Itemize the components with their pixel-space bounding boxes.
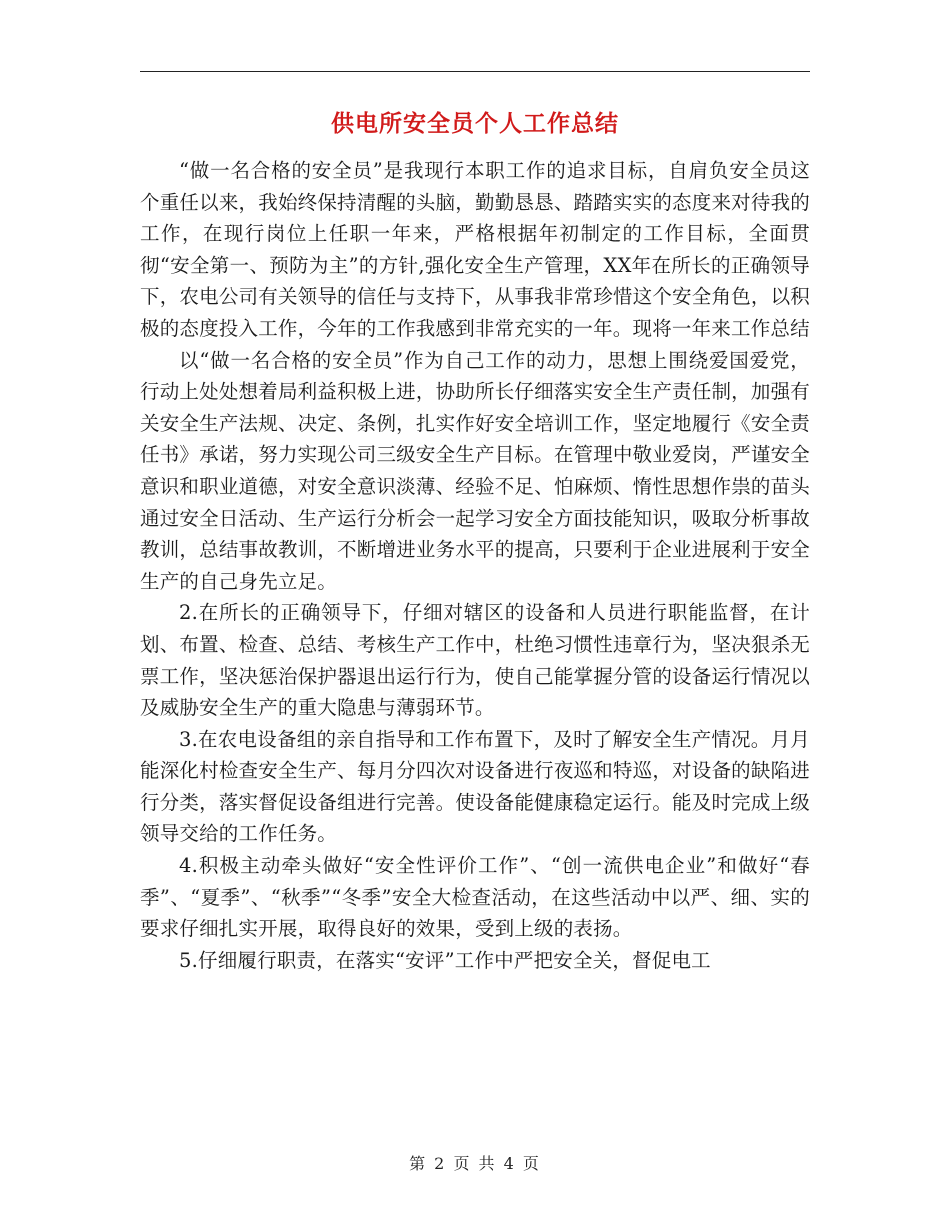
paragraph-5: 5.仔细履行职责，在落实“安评”工作中严把安全关，督促电工 [179,948,711,972]
paragraph-4: 4.积极主动牵头做好“安全性评价工作”、“创一流供电企业”和做好“春季”、“夏季”、“秋季”“冬季”安全大检查活动，在这些活动中以严、细、实的要求仔细扎实开展，取得良好的效果，受到上级的表扬。 [140,854,810,941]
paragraph-2: 2.在所长的正确领导下，仔细对辖区的设备和人员进行职能监督，在计划、布置、检查、总结、考核生产工作中，杜绝习惯性违章行为，坚决狠杀无票工作，坚决惩治保护器退出运行行为，使自己能掌握分管的设备运行情况以及威胁安全生产的重大隐患与薄弱环节。 [140,601,810,720]
document-body [140,155,810,976]
document-title: 供电所安全员个人工作总结 [331,110,619,137]
page-number: 第 2 页 共 4 页 [409,1154,541,1173]
paragraph-1: 以“做一名合格的安全员”作为自己工作的动力，思想上围绕爱国爱党，行动上处处想着局利益积极上进，协助所长仔细落实安全生产责任制，加强有关安全生产法规、决定、条例，扎实作好安全培训工作，坚定地履行《安全责任书》承诺，努力实现公司三级安全生产目标。在管理中敬业爱岗，严谨安全意识和职业道德，对安全意识淡薄、经验不足、怕麻烦、惰性思想作祟的苗头通过安全日活动、生产运行分析会一起学习安全方面技能知识，吸取分析事故教训，总结事故教训，不断增进业务水平的提高，只要利于企业进展利于安全生产的自己身先立足。 [140,348,810,593]
header-rule [140,71,810,72]
paragraph-3: 3.在农电设备组的亲自指导和工作布置下，及时了解安全生产情况。月月能深化村检查安全生产、每月分四次对设备进行夜巡和特巡，对设备的缺陷进行分类，落实督促设备组进行完善。使设备能健康稳定运行。能及时完成上级领导交给的工作任务。 [140,727,810,846]
paragraph-intro: “做一名合格的安全员”是我现行本职工作的追求目标，自肩负安全员这个重任以来，我始终保持清醒的头脑，勤勤恳恳、踏踏实实的态度来对待我的工作，在现行岗位上任职一年来，严格根据年初制定的工作目标，全面贯彻“安全第一、预防为主”的方针,强化安全生产管理，XX年在所长的正确领导下，农电公司有关领导的信任与支持下，从事我非常珍惜这个安全角色，以积极的态度投入工作，今年的工作我感到非常充实的一年。现将一年来工作总结 [140,159,810,340]
